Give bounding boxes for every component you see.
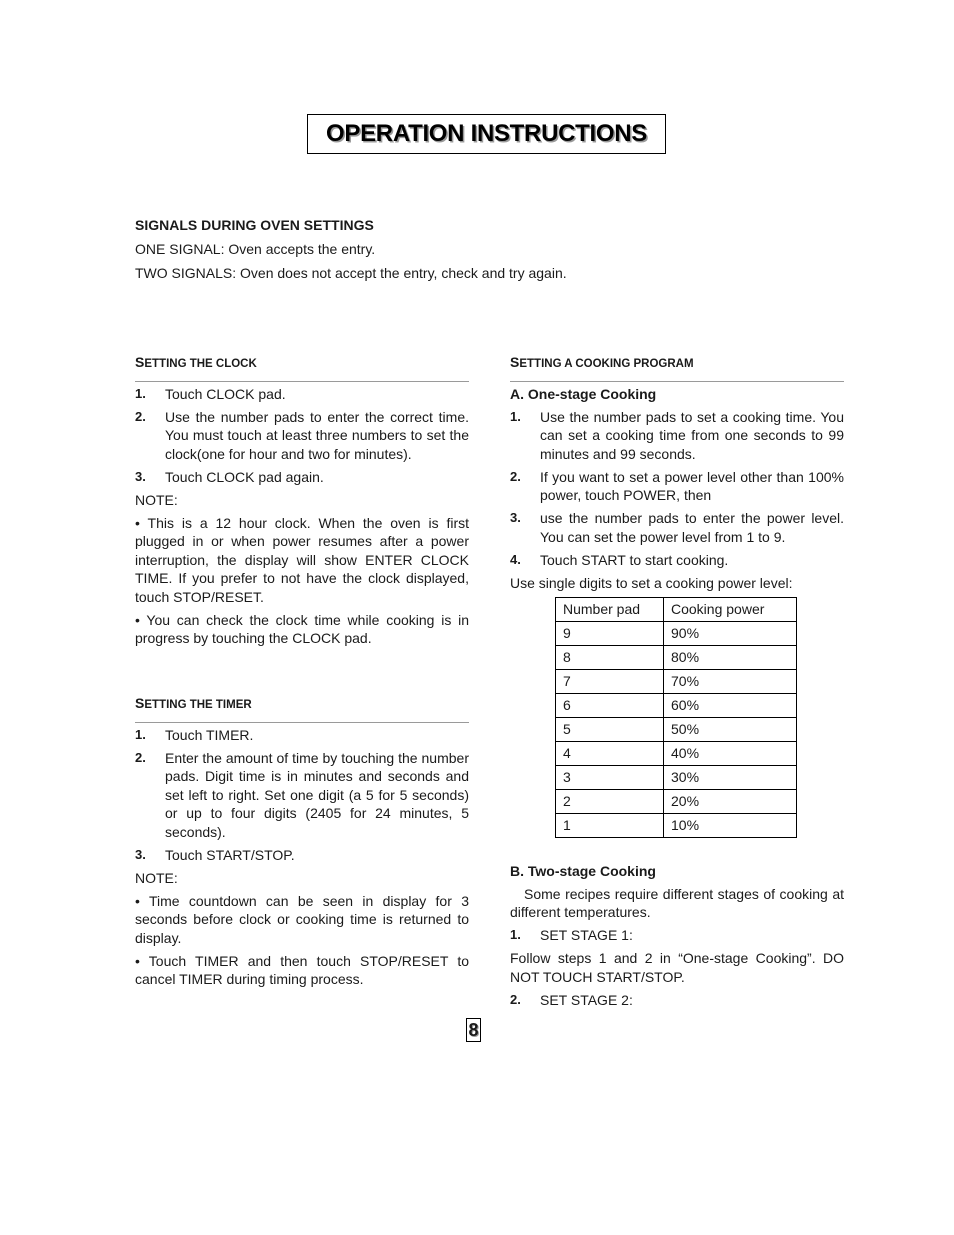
table-row: 1 10% — [556, 813, 797, 837]
signals-heading: SIGNALS DURING OVEN SETTINGS — [135, 217, 374, 233]
list-item: 3. Touch START/STOP. — [135, 846, 295, 863]
two-stage-heading: B. Two-stage Cooking — [510, 862, 656, 879]
list-item: 1. Touch CLOCK pad. — [135, 385, 286, 402]
list-item: 2. Enter the amount of time by touching the number pads. Digit time is in minutes and seconds and set left to right. Set one digit (a 5 for 5 seconds) or up to four digits (2405 for 24 minutes, 5 seconds). — [135, 749, 469, 840]
table-intro: Use single digits to set a cooking power level: — [510, 574, 793, 591]
clock-note: • You can check the clock time while cooking is in progress by touching the CLOCK pad. — [135, 611, 469, 646]
clock-note-label: NOTE: — [135, 491, 178, 508]
table-row: 4 40% — [556, 741, 797, 765]
timer-note: • Touch TIMER and then touch STOP/RESET to cancel TIMER during timing process. — [135, 952, 469, 987]
two-stage-intro: Some recipes require different stages of cooking at different temperatures. — [510, 885, 844, 920]
list-item: 2. If you want to set a power level other than 100% power, touch POWER, then — [510, 468, 844, 503]
list-item: 1. SET STAGE 1: — [510, 927, 633, 943]
table-header: Cooking power — [664, 597, 797, 621]
list-item: 3. use the number pads to enter the power level. You can set the power level from 1 to 9. — [510, 510, 844, 545]
clock-note: • This is a 12 hour clock. When the oven is first plugged in or when power resumes after a power interruption, the display will show ENTER CLOCK TIME. If you prefer to not have the clock displayed, touch STOP/RESET. — [135, 514, 469, 605]
table-row: 7 70% — [556, 669, 797, 693]
table-row: 5 50% — [556, 717, 797, 741]
two-stage-step1-detail: Follow steps 1 and 2 in “One-stage Cooking”. DO NOT TOUCH START/STOP. — [510, 950, 844, 985]
table-row: 3 30% — [556, 765, 797, 789]
list-item: 1. Use the number pads to set a cooking time. You can set a cooking time from one seconds to 99 minutes and 99 seconds. — [510, 408, 844, 462]
signals-two: TWO SIGNALS: Oven does not accept the entry, check and try again. — [135, 265, 567, 281]
table-row: 6 60% — [556, 693, 797, 717]
one-stage-heading: A. One-stage Cooking — [510, 385, 657, 402]
right-column — [510, 353, 844, 1014]
left-column — [135, 353, 469, 993]
program-heading: SETTING A COOKING PROGRAM — [510, 353, 844, 382]
timer-note-label: NOTE: — [135, 869, 178, 886]
table-row: 2 20% — [556, 789, 797, 813]
page-number: 8 — [466, 1018, 481, 1042]
list-item: 3. Touch CLOCK pad again. — [135, 468, 324, 485]
table-row: 9 90% — [556, 621, 797, 645]
table-header: Number pad — [556, 597, 664, 621]
table-header-row — [556, 597, 797, 621]
timer-note: • Time countdown can be seen in display for 3 seconds before clock or cooking time is returned to display. — [135, 892, 469, 946]
power-level-table — [555, 597, 797, 838]
signals-one: ONE SIGNAL: Oven accepts the entry. — [135, 241, 376, 257]
clock-heading: SETTING THE CLOCK — [135, 353, 469, 382]
table-row: 8 80% — [556, 645, 797, 669]
timer-heading: SETTING THE TIMER — [135, 694, 469, 723]
list-item: 4. Touch START to start cooking. — [510, 551, 729, 568]
page-title-box — [307, 114, 666, 154]
page-title: OPERATION INSTRUCTIONS — [326, 119, 647, 147]
signals-section — [135, 216, 855, 288]
list-item: 2. Use the number pads to enter the correct time. You must touch at least three numbers to set the clock(one for hour and two for minutes). — [135, 408, 469, 462]
list-item: 1. Touch TIMER. — [135, 726, 254, 743]
list-item: 2. SET STAGE 2: — [510, 991, 633, 1008]
